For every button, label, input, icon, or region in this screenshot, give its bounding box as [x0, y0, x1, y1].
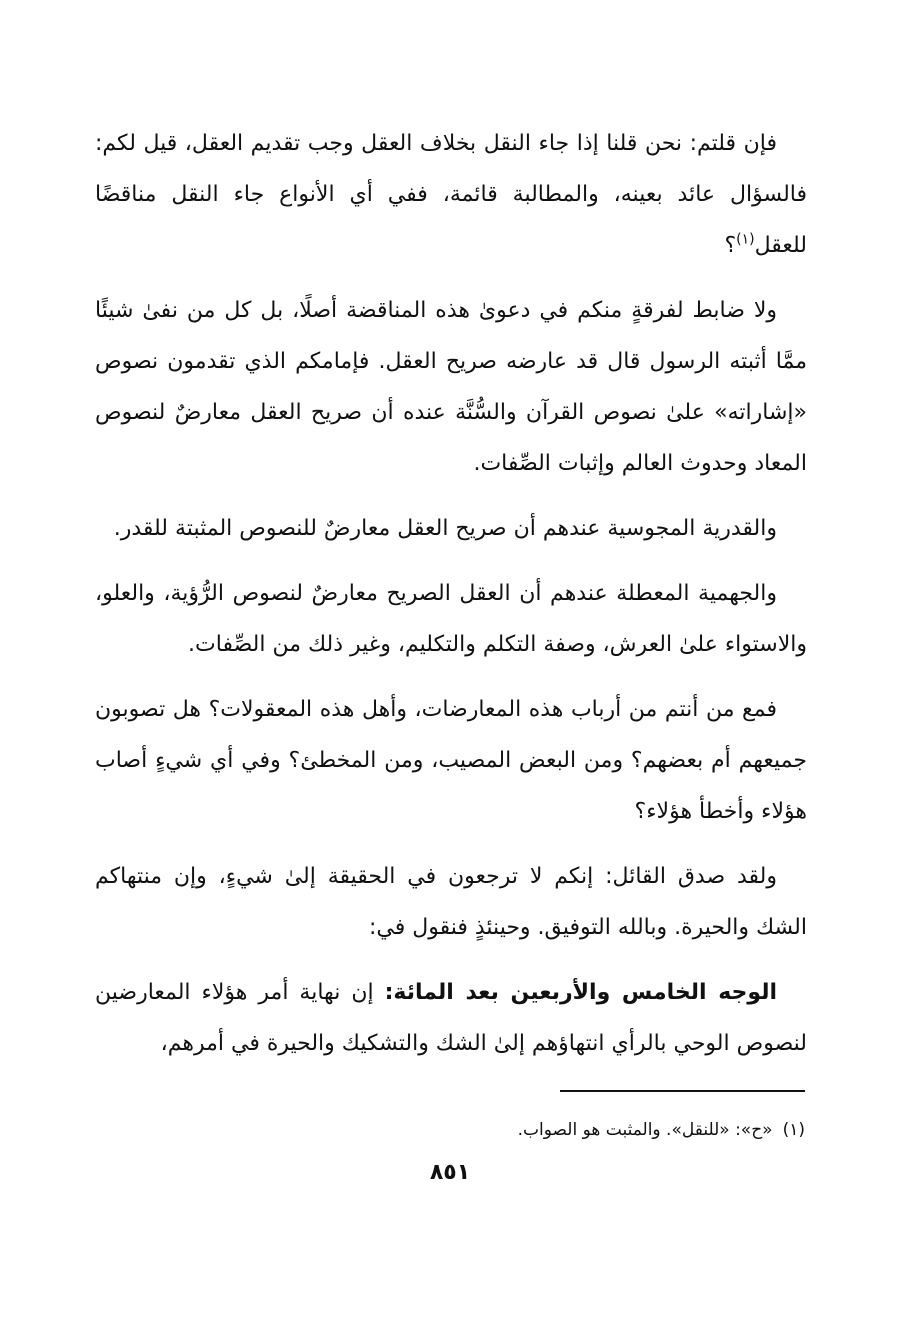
section-heading-lead: الوجه الخامس والأربعين بعد المائة:	[384, 980, 777, 1005]
footnote-number: (١)	[782, 1120, 805, 1140]
paragraph-7-text: إن نهاية أمر هؤلاء المعارضين لنصوص الوحي بالرأي انتهاؤهم إلىٰ الشك والتشكيك والحيرة في أمرهم،	[95, 980, 807, 1056]
footnote	[93, 1116, 805, 1144]
paragraph-1-text: فإن قلتم: نحن قلنا إذا جاء النقل بخلاف العقل وجب تقديم العقل، قيل لكم: فالسؤال عائد بعينه، والمطالبة قائمة، ففي أي الأنواع جاء النقل مناقضًا للعقل	[95, 131, 807, 258]
paragraph-4-text: والجهمية المعطلة عندهم أن العقل الصريح معارضٌ لنصوص الرُّؤية، والعلو، والاستواء علىٰ العرش، وصفة التكلم والتكليم، وغير ذلك من الصِّفات.	[95, 581, 807, 657]
paragraph-6	[95, 851, 807, 953]
paragraph-4	[95, 568, 807, 670]
paragraph-3-text: والقدرية المجوسية عندهم أن صريح العقل معارضٌ للنصوص المثبتة للقدر.	[113, 516, 777, 541]
footnote-text: «ح»: «للنقل». والمثبت هو الصواب.	[517, 1120, 773, 1140]
paragraph-5-text: فمع من أنتم من أرباب هذه المعارضات، وأهل هذه المعقولات؟ هل تصوبون جميعهم أم بعضهم؟ ومن البعض المصيب، ومن المخطئ؟ وفي أي شيءٍ أصاب هؤلاء وأخطأ هؤلاء؟	[95, 697, 807, 824]
footnote-reference[interactable]: (١)	[736, 231, 755, 248]
paragraph-3	[95, 503, 807, 554]
paragraph-6-text: ولقد صدق القائل: إنكم لا ترجعون في الحقيقة إلىٰ شيءٍ، وإن منتهاكم الشك والحيرة. وبالله التوفيق. وحينئذٍ فنقول في:	[95, 864, 807, 940]
paragraph-1-tail: ؟	[724, 233, 737, 258]
paragraph-2-text: ولا ضابط لفرقةٍ منكم في دعوىٰ هذه المناقضة أصلًا، بل كل من نفىٰ شيئًا ممَّا أثبته الرسول قال قد عارضه صريح العقل. فإمامكم الذي تقدمون نصوص «إشاراته» علىٰ نصوص القرآن والسُّنَّة عنده أن صريح العقل معارضٌ لنصوص المعاد وحدوث العالم وإثبات الصِّفات.	[95, 298, 807, 476]
paragraph-2	[95, 285, 807, 489]
paragraph-5	[95, 684, 807, 837]
paragraph-1	[95, 118, 807, 271]
paragraph-7	[95, 967, 807, 1069]
page-number: ٨٥١	[429, 1160, 471, 1185]
page-body	[95, 118, 807, 1083]
footnote-separator	[560, 1090, 805, 1092]
